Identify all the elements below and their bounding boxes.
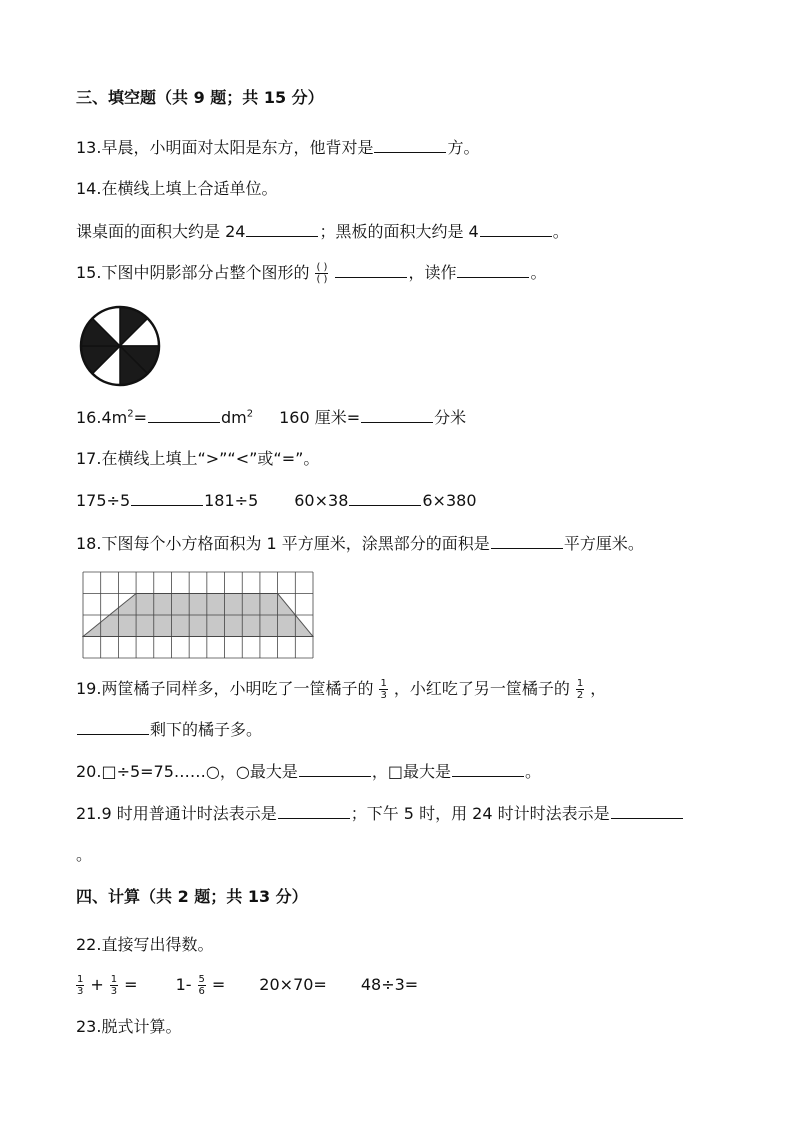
- q16-unit-d: 分米: [434, 408, 467, 427]
- q20-middle: ，□最大是: [371, 762, 451, 781]
- q17-b-left: 60×38: [294, 491, 349, 510]
- q17-blank-b[interactable]: [349, 489, 421, 506]
- q21-blank-b[interactable]: [611, 802, 683, 819]
- q15-fraction: [315, 262, 328, 285]
- q21-middle: ；下午 5 时，用 24 时计时法表示是: [350, 804, 610, 823]
- q16-eq-a: =: [133, 408, 147, 427]
- q22-e2-eq: =: [211, 975, 226, 994]
- grid-lines: [83, 572, 313, 658]
- q22-e1-d1: 3: [77, 986, 84, 997]
- q14-blank-b[interactable]: [480, 220, 552, 237]
- q20-text: 20.□÷5=75……○，○最大是: [76, 762, 298, 781]
- q20-end: 。: [524, 762, 541, 781]
- q20-blank-b[interactable]: [452, 760, 524, 777]
- q19-fraction-2: [576, 678, 584, 701]
- q22-e2-frac: [198, 974, 206, 997]
- q15-blank-b[interactable]: [457, 261, 529, 278]
- question-17-items: [76, 489, 477, 512]
- q17-b-right: 6×380: [422, 491, 477, 510]
- q22-e1-frac-1: [76, 974, 84, 997]
- q21-blank-a[interactable]: [278, 802, 350, 819]
- question-17-prompt: 17.在横线上填上“>”“<”或“=”。: [76, 449, 320, 468]
- q19-fraction-1: [379, 678, 387, 701]
- q14-end: 。: [552, 222, 569, 241]
- q22-e2-pre: 1-: [175, 975, 192, 994]
- q19-text: 19.两筐橘子同样多，小明吃了一筐橘子的: [76, 679, 374, 698]
- q19-f1-den: 3: [380, 690, 387, 701]
- q15-end: 。: [530, 263, 547, 282]
- question-22-items: [76, 974, 418, 997]
- q19-comma: ，: [590, 679, 607, 698]
- q22-e1-frac-2: [110, 974, 118, 997]
- q19-f1-num: 1: [380, 678, 387, 689]
- question-21: [76, 802, 684, 825]
- q18-answer-blank[interactable]: [491, 532, 563, 549]
- q15-blank-a[interactable]: [335, 261, 407, 278]
- q22-e1-eq: =: [124, 975, 138, 994]
- q18-text: 18.下图每个小方格面积为 1 平方厘米，涂黑部分的面积是: [76, 534, 490, 553]
- question-19: [76, 678, 606, 701]
- q22-e1-d2: 3: [110, 986, 118, 997]
- q16-blank-a[interactable]: [148, 406, 220, 423]
- q18-grid-figure: [82, 571, 314, 659]
- q22-e1-n2: 1: [110, 974, 118, 985]
- q19-f2-den: 2: [576, 690, 584, 701]
- q17-a-left: 175÷5: [76, 491, 131, 510]
- question-16: [76, 406, 466, 429]
- question-20: [76, 760, 541, 783]
- question-14-parts: [76, 220, 569, 243]
- q22-e1-op: +: [90, 975, 104, 994]
- q18-text-end: 平方厘米。: [563, 534, 644, 553]
- q15-middle: ，读作: [408, 263, 457, 282]
- q13-text: 13.早晨，小明面对太阳是东方，他背对是: [76, 138, 374, 157]
- question-18: [76, 532, 644, 555]
- q16-unit-b: dm: [221, 408, 247, 427]
- question-19-line2: [76, 718, 262, 741]
- question-15: [76, 261, 546, 285]
- q15-circle-figure: [78, 304, 162, 388]
- q19-f2-num: 1: [576, 678, 584, 689]
- q13-text-end: 方。: [447, 138, 480, 157]
- q22-e2-n: 5: [198, 974, 205, 985]
- q16-sup-a: 2: [127, 408, 134, 420]
- q19-middle: ，小红吃了另一筐橘子的: [393, 679, 570, 698]
- q17-blank-a[interactable]: [131, 489, 203, 506]
- q14-part-a: 课桌面的面积大约是 24: [76, 222, 246, 241]
- q15-frac-num: ( ): [316, 262, 328, 273]
- q14-part-b: ；黑板的面积大约是 4: [319, 222, 479, 241]
- q16-sup-b: 2: [246, 408, 254, 420]
- q20-blank-a[interactable]: [299, 760, 371, 777]
- q16-part-c: 160 厘米=: [279, 408, 361, 427]
- q16-blank-b[interactable]: [361, 406, 433, 423]
- q15-text: 15.下图中阴影部分占整个图形的: [76, 263, 310, 282]
- section-heading: 四、计算（共 2 题；共 13 分）: [76, 887, 308, 906]
- q22-e1-n1: 1: [77, 974, 84, 985]
- q19-answer-blank[interactable]: [77, 718, 149, 735]
- question-21-line2: 。: [76, 845, 93, 864]
- q22-e2-d: 6: [198, 986, 205, 997]
- question-13: [76, 136, 479, 159]
- section-heading: 三、填空题（共 9 题；共 15 分）: [76, 88, 324, 107]
- q14-blank-a[interactable]: [246, 220, 318, 237]
- q13-answer-blank[interactable]: [374, 136, 446, 153]
- q17-a-right: 181÷5: [204, 491, 259, 510]
- q19-line2-text: 剩下的橘子多。: [150, 720, 263, 739]
- q16-part-a: 16.4m: [76, 408, 128, 427]
- q21-text: 21.9 时用普通计时法表示是: [76, 804, 277, 823]
- q22-e4: 48÷3=: [360, 975, 419, 994]
- q15-frac-den: ( ): [316, 274, 328, 285]
- question-23-prompt: 23.脱式计算。: [76, 1017, 182, 1036]
- question-14-prompt: 14.在横线上填上合适单位。: [76, 179, 278, 198]
- q22-e3: 20×70=: [259, 975, 327, 994]
- question-22-prompt: 22.直接写出得数。: [76, 935, 214, 954]
